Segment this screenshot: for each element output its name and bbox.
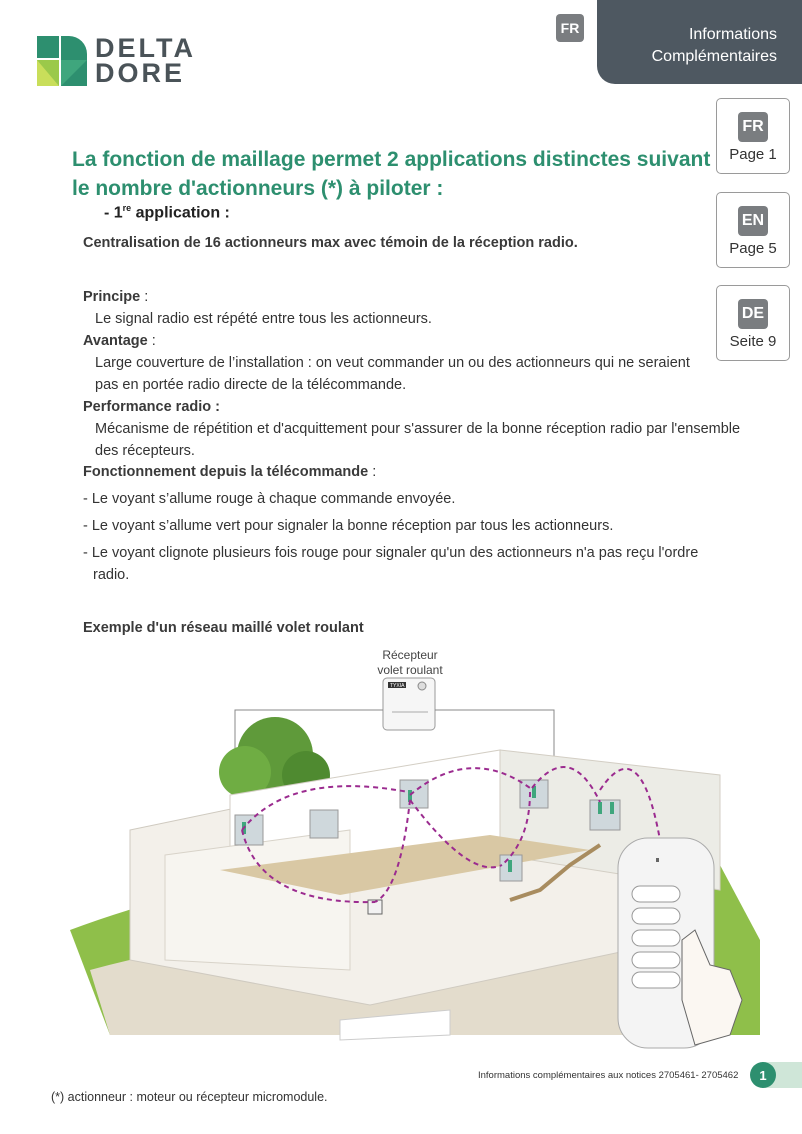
device-brand-text: TYXIA <box>390 683 405 689</box>
brand-line-2: DORE <box>95 58 186 88</box>
info-tab <box>597 0 802 84</box>
nav-page-label: Page 5 <box>729 240 777 257</box>
receiver-label-line-2: volet roulant <box>377 663 443 677</box>
avantage-label: Avantage <box>83 333 148 349</box>
delta-dore-logo <box>37 33 237 88</box>
info-tab-line-2: Complémentaires <box>651 48 777 65</box>
nav-lang-badge: EN <box>738 206 768 236</box>
page-title: La fonction de maillage permet 2 applications distinctes suivant le nombre d'actionneurs (*) à piloter : <box>72 148 711 200</box>
centralisation-text: Centralisation de 16 actionneurs max avec témoin de la réception radio. <box>83 235 578 251</box>
nav-lang-badge: FR <box>738 112 768 142</box>
bullet-item: - Le voyant clignote plusieurs fois rouge pour signaler qu'un des actionneurs n'a pas reçu l'ordre radio. <box>83 545 699 583</box>
fonctionnement-label: Fonctionnement depuis la télécommande <box>83 464 369 480</box>
principe-text: Le signal radio est répété entre tous les actionneurs. <box>95 311 432 327</box>
page-number: 1 <box>750 1062 776 1088</box>
info-tab-line-1: Informations <box>688 26 777 43</box>
avantage-text: Large couverture de l’installation : on veut commander un ou des actionneurs qui ne seraient pas en portée radio directe de la télécommande. <box>95 355 690 393</box>
fonctionnement-colon: : <box>368 464 377 480</box>
receiver-device-icon <box>383 678 435 730</box>
receiver-label-line-1: Récepteur <box>382 648 438 662</box>
house-mesh-network-illustration <box>70 640 760 1060</box>
performance-section <box>83 396 743 462</box>
avantage-colon: : <box>147 333 156 349</box>
performance-text: Mécanisme de répétition et d'acquittement pour s'assurer de la bonne réception radio par l'ensemble des récepteurs. <box>95 421 741 459</box>
footer-reference: Informations complémentaires aux notices 2705461- 2705462 <box>478 1070 739 1081</box>
bullet-item: - Le voyant s’allume rouge à chaque commande envoyée. <box>83 491 456 507</box>
app-superscript: re <box>122 203 132 213</box>
brand-line-1: DELTA <box>95 33 196 63</box>
application-heading <box>104 203 230 222</box>
logo-mark-icon <box>37 36 87 86</box>
avantage-section <box>83 330 703 396</box>
nav-link-fr[interactable] <box>716 98 790 174</box>
nav-page-label: Seite 9 <box>729 333 777 350</box>
app-prefix: - 1 <box>104 204 123 222</box>
principe-section <box>83 286 743 330</box>
fonctionnement-heading <box>83 461 743 483</box>
nav-link-en[interactable] <box>716 192 790 268</box>
principe-label: Principe <box>83 289 141 305</box>
example-title: Exemple d'un réseau maillé volet roulant <box>83 620 364 636</box>
app-suffix: application : <box>131 204 230 222</box>
performance-label: Performance radio : <box>83 399 220 415</box>
current-language-badge: FR <box>556 14 584 42</box>
bullet-item: - Le voyant s’allume vert pour signaler la bonne réception par tous les actionneurs. <box>83 518 614 534</box>
nav-page-label: Page 1 <box>729 146 777 163</box>
nav-lang-badge: DE <box>738 299 768 329</box>
logo-text <box>95 33 196 88</box>
principe-colon: : <box>140 289 149 305</box>
footnote: (*) actionneur : moteur ou récepteur micromodule. <box>51 1090 328 1104</box>
